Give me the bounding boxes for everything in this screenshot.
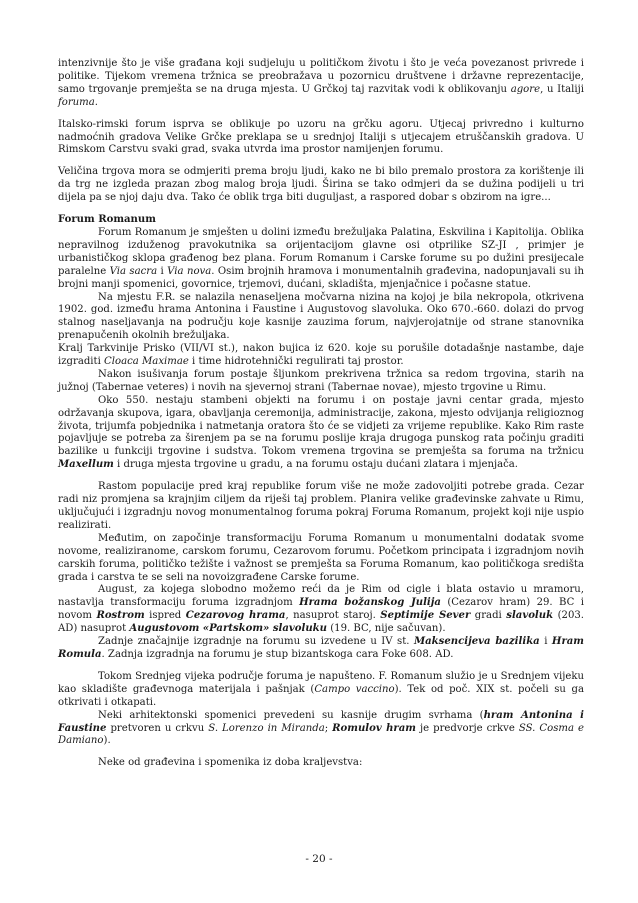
text-run: ). Tek od poč. XIX st. počeli su ga otkrivati i otkapati. xyxy=(58,683,584,708)
text-run: i xyxy=(539,636,552,648)
emphasis-run: Cezarovog hrama xyxy=(185,610,286,622)
emphasis-run: slavoluk xyxy=(506,610,554,622)
text-run: i druga mjesta trgovine u gradu, a na forumu ostaju dućani zlatara i mjenjača. xyxy=(113,459,518,471)
emphasis-run: SS. Cosma e Damiano xyxy=(58,722,584,747)
paragraph-gap xyxy=(58,472,584,481)
text-run: gradi xyxy=(470,610,507,622)
section-heading xyxy=(58,214,584,227)
paragraph-p10 xyxy=(58,533,584,585)
emphasis-run: Hrama božanskog Julija xyxy=(299,597,441,609)
paragraph-p9 xyxy=(58,481,584,533)
paragraph-p14 xyxy=(58,710,584,749)
paragraph-p12 xyxy=(58,636,584,662)
document-body xyxy=(58,58,584,770)
text-run: Neke od građevina i spomenika iz doba kraljevstva: xyxy=(98,757,363,769)
paragraph-gap xyxy=(58,748,584,757)
text-run: (Cezarov hram) 29. BC i novom xyxy=(58,597,584,622)
text-run: Forum Romanum je smješten u dolini između brežuljaka Palatina, Eskvilina i Kapitolija. Oblika nepravilnog izduženog pravokutnika sa orijentacijom glavne osi otprilike SZ-JI , primjer je urbanističkog sklopa građenog bez plana. Forum Romanum i Carske forume su po dužini presijecale paralelne xyxy=(58,226,584,277)
text-run: ispred xyxy=(144,610,186,622)
text-run: . Osim brojnih hramova i monumentalnih građevina, nadopunjavali su ih brojni manji spomenici, govornice, trjemovi, dućani, skladišta, mjenjačnice i počasne statue. xyxy=(58,265,584,290)
text-run: Veličina trgova mora se odmjeriti prema broju ljudi, kako ne bi bilo premalo prostora za korištenje ili da trg ne izgleda prazan zbog malog broja ljudi. Širina se tako odmjeri da se dužina podijeli u tri dijela pa se njoj daju dva. Tako će oblik trga biti duguljast, a raspored dobar s obzirom na igre... xyxy=(58,166,584,204)
emphasis-run: Via nova xyxy=(167,265,212,277)
emphasis-run: Hram Romula xyxy=(58,636,584,660)
text-run: August, za kojega slobodno možemo reći da je Rim od cigle i blata ostavio u mramoru, nastavlja transformaciju foruma izgradnjom xyxy=(58,584,584,609)
paragraph-p13 xyxy=(58,671,584,710)
emphasis-run: Forum Romanum xyxy=(58,214,156,226)
text-run: Neki arhitektonski spomenici prevedeni su kasnije drugim svrhama ( xyxy=(98,709,484,721)
emphasis-run: Maxellum xyxy=(58,459,114,471)
emphasis-run: Romulov hram xyxy=(332,722,416,734)
text-run: Italsko-rimski forum isprva se oblikuje po uzoru na grčku agoru. Utjecaj privredno i kulturno nadmoćnih gradova Velike Grčke preklapa se u srednjoj Italiji s utjecajem etruščanskih gradova. U Rimskom Carstvu svaki grad, svaka utvrda ima prostor namijenjen forumu. xyxy=(58,118,584,156)
text-run: Nakon isušivanja forum postaje šljunkom prekrivena tržnica sa redom trgovina, starih na južnoj (Tabernae veteres) i novih na sjevernoj strani (Tabernae novae), mjesto trgovine u Rimu. xyxy=(58,368,584,393)
emphasis-run: S. Lorenzo in Miranda xyxy=(208,722,325,734)
text-run: Međutim, on započinje transformaciju Foruma Romanum u monumentalni dodatak svome novome, realiziranome, carskom forumu, Cezarovom forumu. Početkom principata i izgradnjom novih carskih foruma, političko težište i važnost se premješta sa Foruma Romanum, kao političkoga središta grada i carstva te se seli na novoizgrađene Carske forume. xyxy=(58,532,584,583)
text-run: (203. AD) nasuprot xyxy=(58,610,585,635)
paragraph-p2 xyxy=(58,119,584,158)
text-run: (19. BC, nije sačuvan). xyxy=(327,623,446,635)
paragraph-p4 xyxy=(58,227,584,292)
text-run: Zadnje značajnije izgradnje na forumu su izvedene u IV st. xyxy=(98,636,414,648)
text-run: Tokom Srednjeg vijeka područje foruma je napušteno. F. Romanum služio je u Srednjem vijeku kao skladište građevnoga materijala i pašnjak ( xyxy=(58,670,584,695)
paragraph-p7 xyxy=(58,369,584,395)
text-run: i xyxy=(157,265,168,277)
paragraph-gap xyxy=(58,662,584,671)
text-run: ). xyxy=(103,735,111,747)
text-run: Na mjestu F.R. se nalazila nenaseljena močvarna nizina na kojoj je bila nekropola, otkrivena 1902. god. između hrama Antonina i Faustine i Augustovog slavoluka. Oko 670.-660. dolazi do prvog stalnog naseljavanja na području koje kasnije zauzima forum, najvjerojatnije od strane stanovnika prenapučenih okolnih brežuljaka. xyxy=(58,291,584,342)
text-run: pretvoren u crkvu xyxy=(106,722,209,734)
emphasis-run: foruma xyxy=(58,96,95,108)
paragraph-p11 xyxy=(58,584,584,636)
paragraph-p5 xyxy=(58,292,584,344)
text-run: Kralj Tarkvinije Prisko (VII/VI st.), nakon bujica iz 620. koje su porušile dotadašnje nastambe, daje izgraditi xyxy=(58,343,584,368)
paragraph-gap xyxy=(58,157,584,166)
text-run: intenzivnije što je više građana koji sudjeluju u političkom životu i što je veća povezanost privrede i politike. Tijekom vremena tržnica se preobražava u pozornicu društvene i državne reprezentacije, samo trgovanje premješta se na druga mjesta. U Grčkoj taj razvitak vodi k oblikovanju xyxy=(58,58,584,95)
text-run: je predvorje crkve xyxy=(415,722,519,734)
text-run: , nasuprot staroj. xyxy=(285,610,381,622)
emphasis-run: Augustovom «Partskom» slavoluku xyxy=(129,623,328,635)
text-run: i time hidrotehnički regulirati taj prostor. xyxy=(188,356,404,368)
paragraph-p8 xyxy=(58,395,584,472)
emphasis-run: Campo vaccino xyxy=(314,683,395,695)
text-run: Oko 550. nestaju stambeni objekti na forumu i on postaje javni centar grada, mjesto održavanja skupova, igara, obavljanja ceremonija, administracije, zakona, mjesto odvijanja religioznog života, trijumfa pobjednika i natmetanja oratora što će se vidjeti za vrijeme republike. Kako Rim raste pojavljuje se potreba za širenjem pa se na forumu poslije kraja drugoga punskog rata počinju graditi bazilike u funkciji trgovine i sudstva. Tokom vremena trgovina se premješta sa foruma na tržnicu xyxy=(58,394,584,458)
paragraph-p3 xyxy=(58,166,584,205)
emphasis-run: Cloaca Maximae xyxy=(104,356,189,368)
emphasis-run: hram Antonina i Faustine xyxy=(58,709,585,734)
paragraph-p6 xyxy=(58,343,584,369)
text-run: . xyxy=(94,96,98,108)
text-run: ; xyxy=(324,722,333,734)
text-run: , u Italiji xyxy=(540,83,584,95)
emphasis-run: Via sacra xyxy=(109,265,158,277)
emphasis-run: Maksencijeva bazilika xyxy=(413,636,540,648)
text-run: . Zadnja izgradnja na forumu je stup bizantskoga cara Foke 608. AD. xyxy=(101,648,454,660)
emphasis-run: agore xyxy=(510,83,541,95)
emphasis-run: Rostrom xyxy=(96,610,145,622)
paragraph-gap xyxy=(58,205,584,214)
paragraph-gap xyxy=(58,110,584,119)
paragraph-p1 xyxy=(58,58,584,110)
paragraph-p15 xyxy=(58,757,584,770)
page-number: - 20 - xyxy=(305,853,333,865)
text-run: Rastom populacije pred kraj republike forum više ne može zadovoljiti potrebe grada. Cezar radi niz promjena sa krajnjim ciljem da riješi taj problem. Planira velike građevinske zahvate u Rimu, uključujući i izgradnju novog monumentalnog foruma pokraj Foruma Romanum, projekt koji nije uspio realizirati. xyxy=(58,481,584,531)
emphasis-run: Septimije Sever xyxy=(380,610,471,622)
